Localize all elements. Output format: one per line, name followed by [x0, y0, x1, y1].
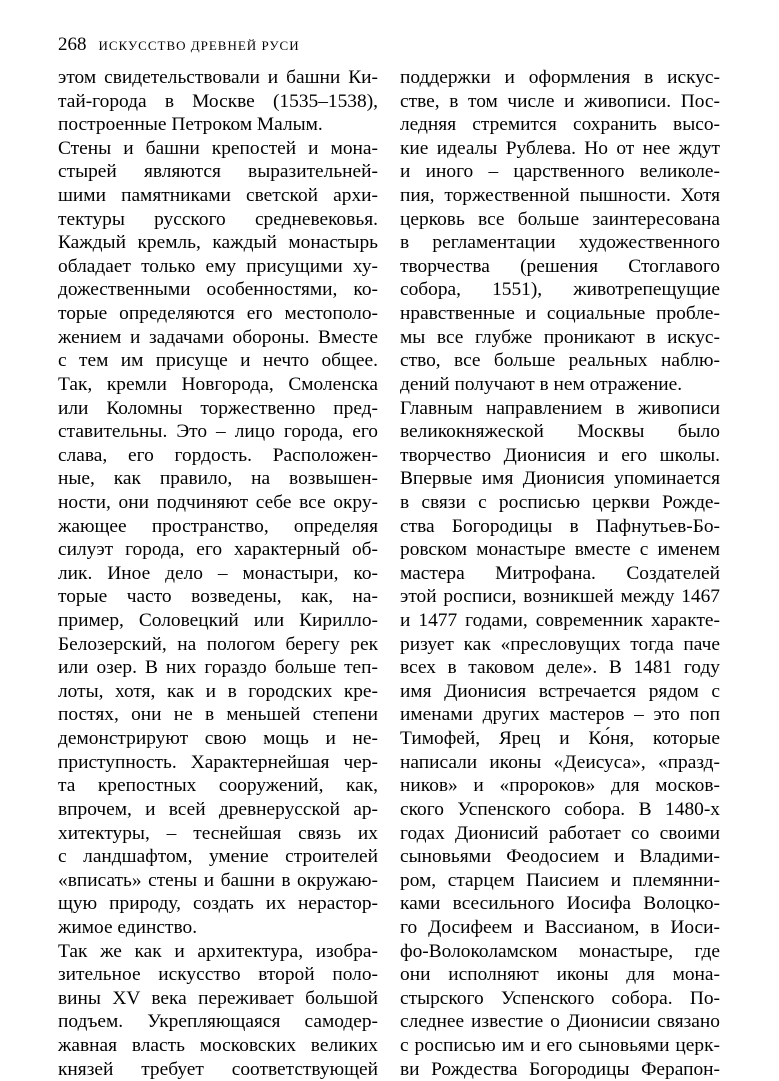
text-line: всех в таковом деле». В 1481 году: [400, 657, 720, 679]
text-line: в регламентации художественного: [400, 232, 720, 254]
right-text-column: [400, 66, 720, 1081]
text-line: жающее пространство, определяя: [58, 515, 378, 537]
text-line: дожественными особенностями, ко-: [58, 279, 378, 301]
text-line: ности, они подчиняют себе все окру-: [58, 491, 378, 513]
text-line: жением и задачами обороны. Вместе: [58, 326, 378, 348]
text-line: ства Богородицы в Пафнутьев-Бо-: [400, 515, 720, 537]
text-line: ками всесильного Иосифа Волоцко-: [400, 893, 720, 915]
text-line: зительное искусство второй поло-: [58, 964, 378, 986]
text-line: ского Успенского собора. В 1480-х: [400, 798, 720, 820]
text-line: творчества (решения Стоглавого: [400, 255, 720, 277]
text-line: лик. Иное дело – монастыри, ко-: [58, 562, 378, 584]
text-line: хитектуры, – теснейшая связь их: [58, 822, 378, 844]
text-line: подъем. Укрепляющаяся самодер-: [58, 1011, 378, 1033]
text-line: собора, 1551), животрепещущие: [400, 279, 720, 301]
text-line: творчество Дионисия и его школы.: [400, 444, 720, 466]
text-line: тай-города в Москве (1535–1538),: [58, 90, 378, 112]
text-line: или Коломны торжественно пред-: [58, 397, 378, 419]
text-line: Так же как и архитектура, изобра-: [58, 940, 378, 962]
text-line: этом свидетельствовали и башни Ки-: [58, 67, 378, 88]
text-line: великокняжеской Москвы было: [400, 421, 720, 443]
text-line: торые определяются его местополо-: [58, 303, 378, 325]
text-line: и 1477 годами, современник характе-: [400, 610, 720, 632]
text-line: фо-Волоколамском монастыре, где: [400, 940, 720, 962]
text-line: та крепостных сооружений, как,: [58, 775, 378, 797]
text-line: силуэт города, его характерный об-: [58, 539, 378, 561]
text-line: жавная власть московских великих: [58, 1034, 378, 1056]
text-line: именами других мастеров – это поп: [400, 704, 720, 726]
page-number: 268: [58, 34, 87, 55]
text-line: постях, они не в меньшей степени: [58, 704, 378, 726]
text-line: «вписать» стены и башни в окружаю-: [58, 869, 378, 891]
text-line: пример, Соловецкий или Кирилло-: [58, 610, 378, 632]
text-line: имя Дионисия встречается рядом с: [400, 680, 720, 702]
text-line: демонстрируют свою мощь и не-: [58, 728, 378, 750]
text-line: ство, все больше реальных наблю-: [400, 350, 720, 372]
text-line: нравственные и социальные пробле-: [400, 303, 720, 325]
text-line: Впервые имя Дионисия упоминается: [400, 468, 720, 490]
text-line: пия, торжественной пышности. Хотя: [400, 185, 720, 207]
text-line: вины XV века переживает большой: [58, 987, 378, 1009]
text-line: Каждый кремль, каждый монастырь: [58, 232, 378, 254]
text-line: торые часто возведены, как, на-: [58, 586, 378, 608]
text-line: впрочем, и всей древнерусской ар-: [58, 798, 378, 820]
text-line: с росписью им и его сыновьями церк-: [400, 1034, 720, 1056]
text-line: написали иконы «Деисуса», «празд-: [400, 751, 720, 773]
text-line: этой росписи, возникшей между 1467: [400, 586, 720, 608]
text-line: сыновьями Феодосием и Владими-: [400, 846, 720, 868]
text-line: ви Рождества Богородицы Ферапон-: [400, 1058, 720, 1080]
left-text-column: [58, 66, 378, 1081]
text-line: князей требует соответствующей: [58, 1058, 378, 1080]
running-title: ИСКУССТВО ДРЕВНЕЙ РУСИ: [98, 38, 300, 53]
text-line: и иного – царственного великоле-: [400, 161, 720, 183]
running-header: [58, 34, 300, 60]
text-line: щую природу, создать их нерастор-: [58, 893, 378, 915]
text-line: стырского Успенского собора. По-: [400, 987, 720, 1009]
text-line: тектуры русского средневековья.: [58, 208, 378, 230]
text-line: слава, его гордость. Расположен-: [58, 444, 378, 466]
text-line: следнее известие о Дионисии связано: [400, 1011, 720, 1033]
text-line: стве, в том числе и живописи. Пос-: [400, 90, 720, 112]
text-line: они исполняют иконы для мона-: [400, 964, 720, 986]
text-line: ставительны. Это – лицо города, его: [58, 421, 378, 443]
text-line: Стены и башни крепостей и мона-: [58, 137, 378, 159]
text-line: стырей являются выразительней-: [58, 161, 378, 183]
text-line: жимое единство.: [58, 916, 198, 938]
text-line: ром, старцем Паисием и племянни-: [400, 869, 720, 891]
text-line: в связи с росписью церкви Рожде-: [400, 491, 720, 513]
text-line: ровском монастыре вместе с именем: [400, 539, 720, 561]
text-line: годах Дионисий работает со своими: [400, 822, 720, 844]
text-line: поддержки и оформления в искус-: [400, 67, 720, 88]
text-line: Так, кремли Новгорода, Смоленска: [58, 373, 378, 395]
text-line: Тимофей, Ярец и Ко́ня, которые: [400, 728, 720, 750]
text-line: мастера Митрофана. Создателей: [400, 562, 720, 584]
text-line: построенные Петроком Малым.: [58, 114, 323, 136]
text-line: ные, как правило, на возвышен-: [58, 468, 378, 490]
text-line: с тем им присуще и нечто общее.: [58, 350, 378, 372]
text-line: мы все глубже проникают в искус-: [400, 326, 720, 348]
text-line: ризует как «пресловущих тогда паче: [400, 633, 720, 655]
text-line: обладает только ему присущими ху-: [58, 255, 378, 277]
text-line: ников» и «пророков» для москов-: [400, 775, 720, 797]
text-line: го Досифеем и Вассианом, в Иоси-: [400, 916, 720, 938]
text-line: шими памятниками светской архи-: [58, 185, 378, 207]
text-line: церковь все больше заинтересована: [400, 208, 720, 230]
text-line: кие идеалы Рублева. Но от нее ждут: [400, 137, 720, 159]
text-line: Главным направлением в живописи: [400, 397, 720, 419]
text-line: или озер. В них гораздо больше теп-: [58, 657, 378, 679]
text-line: ледняя стремится сохранить высо-: [400, 114, 720, 136]
text-line: Белозерский, на пологом берегу рек: [58, 633, 378, 655]
text-line: с ландшафтом, умение строителей: [58, 846, 378, 868]
text-line: лоты, хотя, как и в городских кре-: [58, 680, 378, 702]
text-line: дений получают в нем отражение.: [400, 373, 683, 395]
text-line: приступность. Характернейшая чер-: [58, 751, 378, 773]
